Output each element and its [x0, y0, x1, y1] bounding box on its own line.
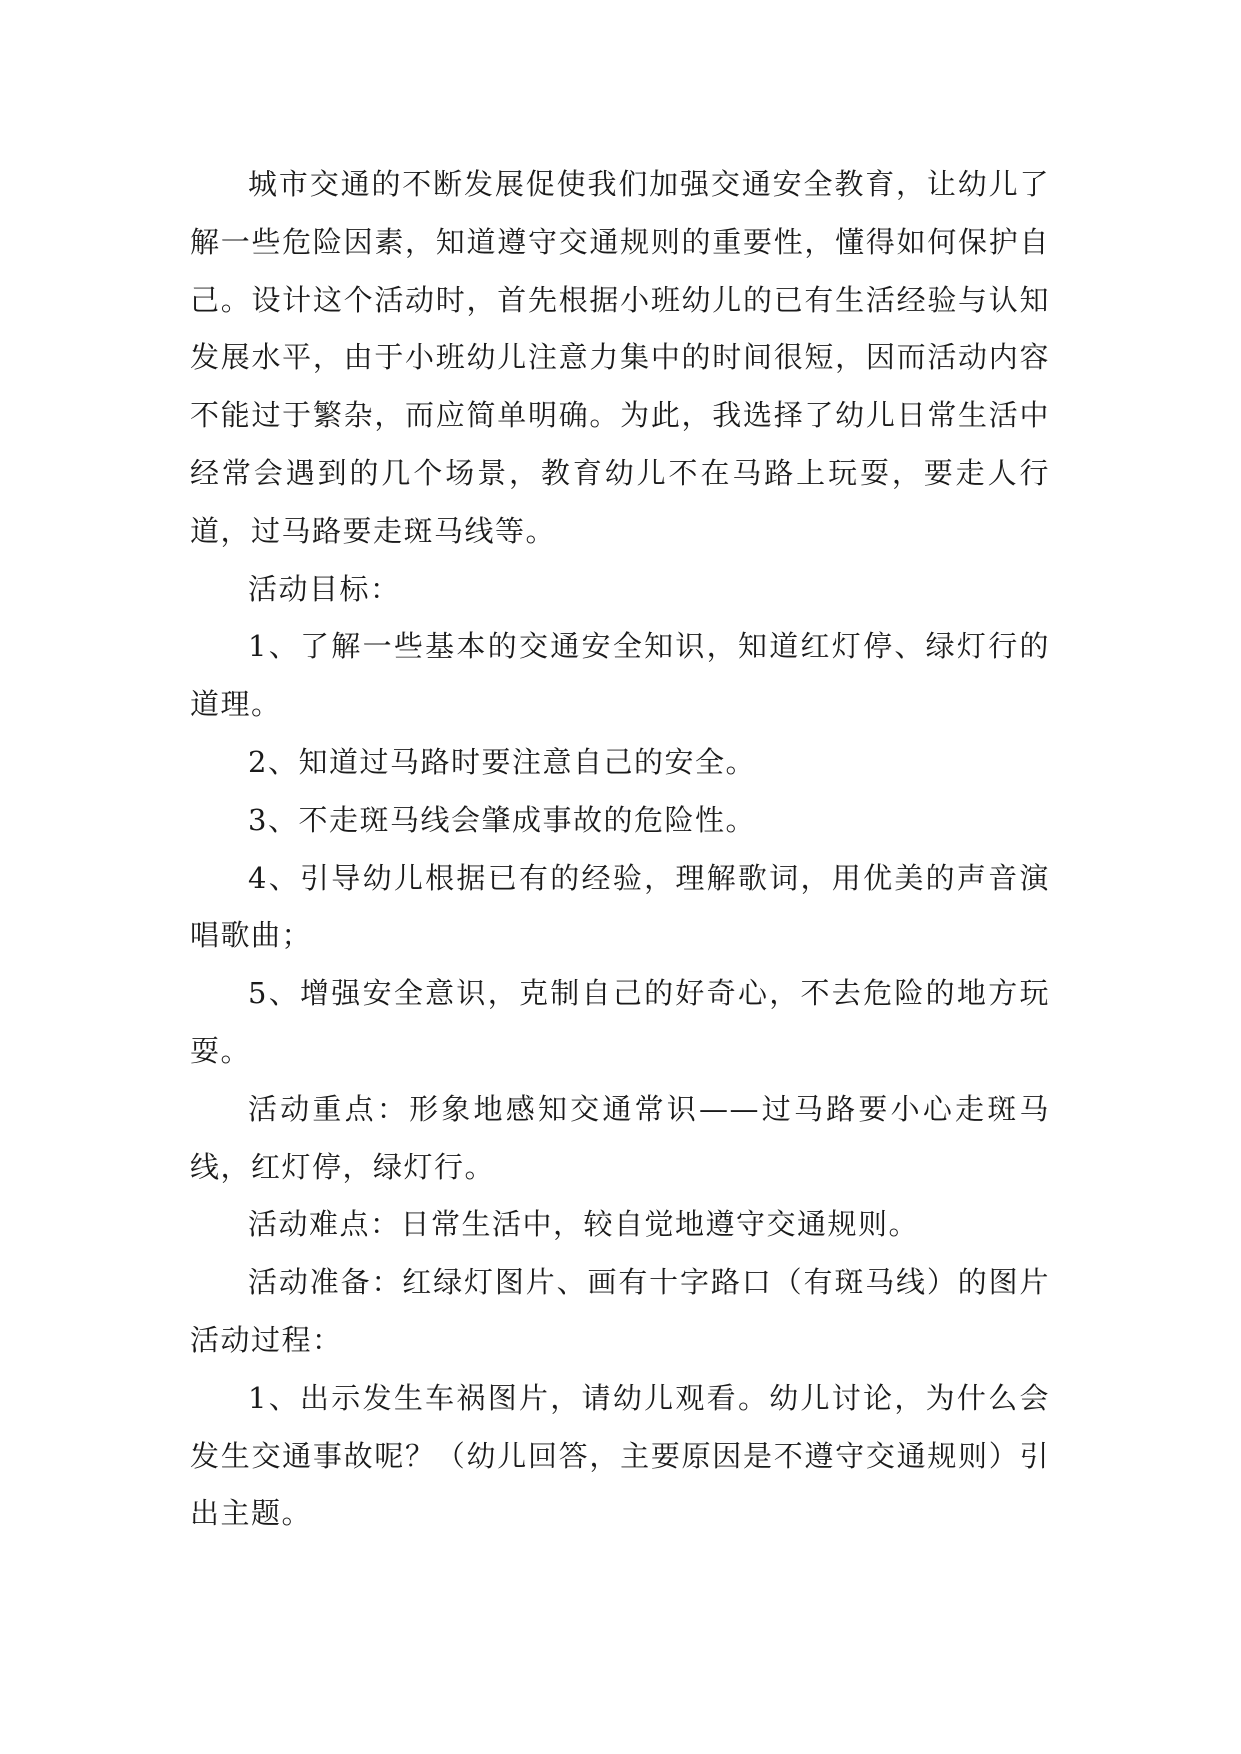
goal-item-3: 3、不走斑马线会肇成事故的危险性。 — [248, 802, 756, 837]
goal-item-1: 1、了解一些基本的交通安全知识，知道红灯停、绿灯行的道理。 — [190, 629, 1050, 722]
preparation-paragraph: 活动准备：红绿灯图片、画有十字路口（有斑马线）的图片活动过程： — [190, 1265, 1050, 1357]
goal-item-4: 4、引导幼儿根据已有的经验，理解歌词，用优美的声音演唱歌曲； — [190, 860, 1050, 953]
goals-heading: 活动目标： — [248, 571, 401, 606]
intro-paragraph: 城市交通的不断发展促使我们加强交通安全教育，让幼儿了解一些危险因素，知道遵守交通规则的重要性，懂得如何保护自己。设计这个活动时，首先根据小班幼儿的已有生活经验与认知发展水平，由于小班幼儿注意力集中的时间很短，因而活动内容不能过于繁杂，而应简单明确。为此，我选择了幼儿日常生活中经常会遇到的几个场景，教育幼儿不在马路上玩耍，要走人行道，过马路要走斑马线等。 — [190, 167, 1050, 548]
process-step-1: 1、出示发生车祸图片，请幼儿观看。幼儿讨论，为什么会发生交通事故呢？（幼儿回答，主要原因是不遵守交通规则）引出主题。 — [190, 1380, 1050, 1531]
difficulty-paragraph: 活动难点：日常生活中，较自觉地遵守交通规则。 — [248, 1207, 920, 1242]
goal-item-5: 5、增强安全意识，克制自己的好奇心，不去危险的地方玩耍。 — [190, 976, 1050, 1068]
goal-item-2: 2、知道过马路时要注意自己的安全。 — [248, 744, 756, 779]
key-point-paragraph: 活动重点：形象地感知交通常识——过马路要小心走斑马线，红灯停，绿灯行。 — [190, 1091, 1050, 1184]
document-body — [190, 156, 1050, 1543]
